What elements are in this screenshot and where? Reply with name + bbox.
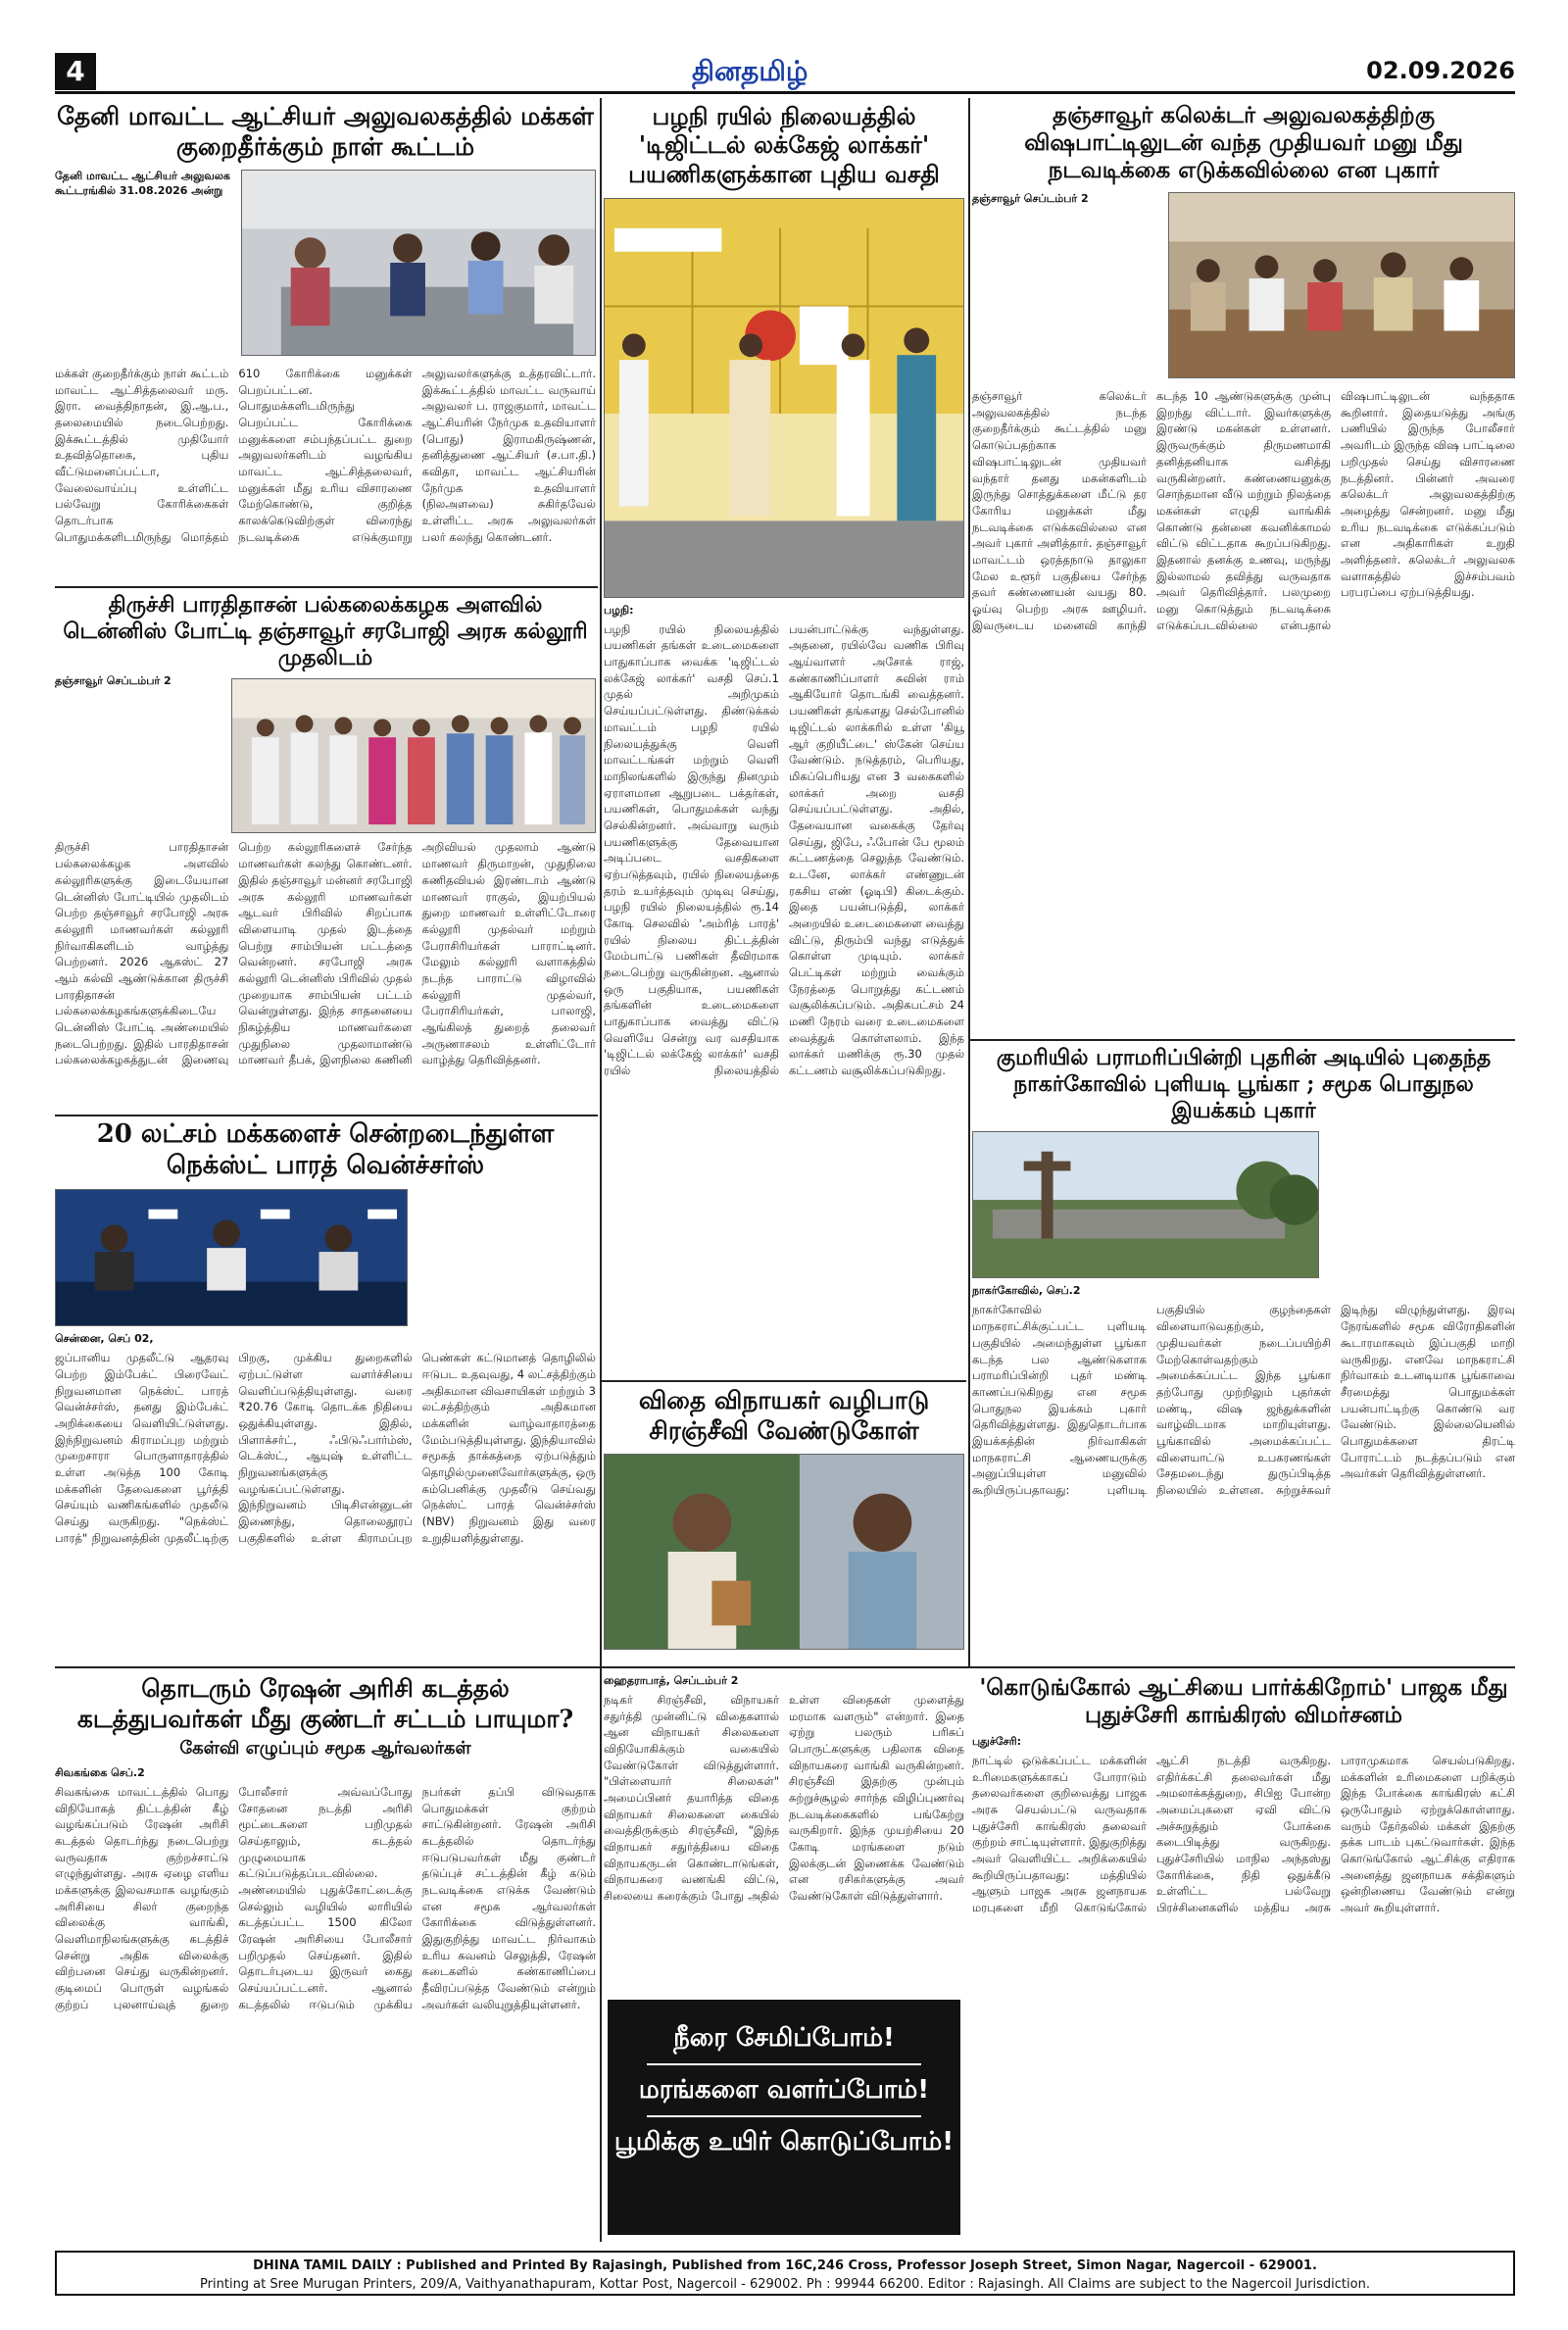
team-photo bbox=[231, 678, 596, 833]
environment-slogan-box bbox=[608, 2000, 960, 2235]
article-body: பழநி ரயில் நிலையத்தில் பயணிகள் தங்கள் உடைமைகளை பாதுகாப்பாக வைக்க 'டிஜிட்டல் லக்கேஜ் லாக்கர்' வசதி செப்.1 முதல் அறிமுகம் செய்யப்பட்டுள்ளது. திண்டுக்கல் மாவட்டம் பழநி ரயில் நிலையத்துக்கு வெளி மாவட்டங்கள் மற்றும் வெளி மாநிலங்களில் இருந்து தினமும் ஏராளமான ஆறுபடை பக்தர்கள், பயணிகள், பொதுமக்கள் வந்து செல்கின்றனர். அவ்வாறு வரும் பயணிகளுக்கு தேவையான அடிப்படை வசதிகளை ஏற்படுத்தவும், ரயில் நிலையத்தை தரம் உயர்த்தவும் முடிவு செய்து, பழநி ரயில் நிலையத்தில் ரூ.14 கோடி செலவில் 'அம்ரித் பாரத்' ரயில் நிலைய திட்டத்தின் மேம்பாட்டு பணிகள் தீவிரமாக நடைபெற்று வருகின்றன. ஆனால் ஒரு பகுதியாக, பயணிகள் தங்களின் உடைமைகளை பாதுகாப்பாக வைத்து விட்டு வெளியே சென்று வர வசதியாக 'டிஜிட்டல் லக்கேஜ் லாக்கர்' வசதி ரயில் நிலையத்தில் பயன்பாட்டுக்கு வந்துள்ளது. அதனை, ரயில்வே வணிக பிரிவு ஆய்வாளர் அசோக் ராஜ், கண்காணிப்பாளர் சுவின் ராம் ஆகியோர் தொடங்கி வைத்தனர். பயணிகள் தங்களது செல்போனில் டிஜிட்டல் லாக்கரில் உள்ள 'கியூ ஆர் குறியீட்டை' ஸ்கேன் செய்ய வேண்டும். நடுத்தரம், பெரியது, மிகப்பெரியது என 3 வகைகளில் லாக்கர் அறை வசதி செய்யப்பட்டுள்ளது. அதில், தேவையான வகைக்கு தேர்வு செய்து, ஜிபே, ஃபோன் பே மூலம் கட்டணத்தை செலுத்த வேண்டும். உடனே, லாக்கர் எண்ணுடன் ரகசிய எண் (ஓடிபி) கிடைக்கும். இதை பயன்படுத்தி, லாக்கர் அறையில் உடைமைகளை வைத்து விட்டு, திரும்பி வந்து எடுத்துக் கொள்ள முடியும். லாக்கர் பெட்டிகள் மற்றும் வைக்கும் நேரத்தை பொறுத்து கட்டணம் வசூலிக்கப்படும். அதிகபட்சம் 24 மணி நேரம் வரை உடைமைகளை வைத்துக் கொள்ளலாம். இந்த லாக்கர் மணிக்கு ரூ.30 முதல் கட்டணம் வசூலிக்கப்படுகிறது. bbox=[604, 621, 964, 1077]
dateline: தஞ்சாவூர் செப்டம்பர் 2 bbox=[972, 192, 1089, 206]
imprint-footer bbox=[55, 2251, 1515, 2296]
article-vinayagar-body bbox=[604, 1674, 964, 1968]
dateline: நாகர்கோவில், செப்.2 bbox=[972, 1284, 1081, 1298]
slogan-separator bbox=[647, 2063, 921, 2065]
headline: விதை விநாயகர் வழிபாடு சிரஞ்சீவி வேண்டுகோள் bbox=[638, 1386, 930, 1445]
column-divider bbox=[600, 98, 602, 1666]
section-divider bbox=[55, 1666, 1515, 1668]
park-photo bbox=[972, 1131, 1319, 1278]
page-header bbox=[55, 49, 1515, 94]
imprint-line: DHINA TAMIL DAILY : Published and Printed By Rajasingh, Published from 16C,246 Cross, Professor Joseph Street, Simon Nagar, Nagercoil - 629001. bbox=[253, 2258, 1317, 2273]
article-luggage-locker bbox=[604, 102, 964, 1376]
dateline: சிவகங்கை செப்.2 bbox=[55, 1766, 145, 1779]
article-thanjavur bbox=[972, 102, 1515, 1033]
headline: குமரியில் பராமரிப்பின்றி புதரின் அடியில் புதைந்த நாகர்கோவில் புளியடி பூங்கா ; சமூக பொதுநல இயக்கம் புகார் bbox=[996, 1045, 1492, 1123]
headline: திருச்சி பாரதிதாசன் பல்கலைக்கழக அளவில் டென்னிஸ் போட்டி தஞ்சாவூர் சரபோஜி அரசு கல்லூரி முதலிடம் bbox=[63, 592, 588, 670]
section-divider bbox=[970, 1039, 1515, 1041]
imprint-line: Printing at Sree Murugan Printers, 209/A, Vaithyanathapuram, Kottar Post, Nagercoil - 629002. Ph : 99944 66200. Editor : Rajasingh. All Claims are subject to the Nagercoil Jurisdiction. bbox=[200, 2277, 1370, 2292]
publication-date: 02.09.2026 bbox=[1366, 57, 1515, 84]
dateline: பழநி: bbox=[604, 603, 634, 617]
slogan-line: பூமிக்கு உயிர் கொடுப்போம்! bbox=[613, 2127, 955, 2156]
dateline: சென்னை, செப் 02, bbox=[55, 1332, 154, 1346]
dateline: தஞ்சாவூர் செப்டம்பர் 2 bbox=[55, 674, 172, 687]
dateline: புதுச்சேரி: bbox=[972, 1735, 1022, 1749]
headline: 20 லட்சம் மக்களைச் சென்றடைந்துள்ள நெக்ஸ்ட் பாரத் வென்ச்சர்ஸ் bbox=[96, 1119, 555, 1180]
headline: பழநி ரயில் நிலையத்தில் 'டிஜிட்டல் லக்கேஜ் லாக்கர்' பயணிகளுக்கான புதிய வசதி bbox=[628, 102, 940, 188]
dateline: தேனி மாவட்ட ஆட்சியர் அலுவலக கூட்டரங்கில் 31.08.2026 அன்று bbox=[55, 170, 230, 197]
press-meet-photo bbox=[55, 1189, 408, 1326]
paper-name: தினதமிழ் bbox=[692, 55, 808, 87]
article-tennis bbox=[55, 592, 596, 1110]
article-park bbox=[972, 1045, 1515, 1662]
slogan-line: நீரை சேமிப்போம்! bbox=[673, 2023, 895, 2053]
article-congress bbox=[972, 1674, 1515, 2245]
article-theni bbox=[55, 102, 596, 582]
headline: 'கொடுங்கோல் ஆட்சியை பார்க்கிறோம்' பாஜக மீது புதுச்சேரி காங்கிரஸ் விமர்சனம் bbox=[979, 1674, 1508, 1729]
locker-photo bbox=[604, 198, 964, 598]
article-body: நாட்டில் ஒடுக்கப்பட்ட மக்களின் உரிமைகளுக்காகப் போராடும் தலைவர்களை குறிவைத்து பாஜக அரசு செயல்பட்டு வருவதாக புதுச்சேரி காங்கிரஸ் தலைவர் குற்றம் சாட்டியுள்ளார். இதுகுறித்து அவர் வெளியிட்ட அறிக்கையில் கூறியிருப்பதாவது: மத்தியில் ஆளும் பாஜக அரசு ஜனநாயக மரபுகளை மீறி கொடுங்கோல் ஆட்சி நடத்தி வருகிறது. எதிர்க்கட்சி தலைவர்கள் மீது அமலாக்கத்துறை, சிபிஐ போன்ற அமைப்புகளை ஏவி விட்டு அச்சுறுத்தும் போக்கை கடைபிடித்து வருகிறது. புதுச்சேரியில் மாநில அந்தஸ்து கோரிக்கை, நிதி ஒதுக்கீடு உள்ளிட்ட பல்வேறு பிரச்சினைகளில் மத்திய அரசு பாராமுகமாக செயல்படுகிறது. மக்களின் உரிமைகளை பறிக்கும் இந்த போக்கை காங்கிரஸ் கட்சி ஒருபோதும் ஏற்றுக்கொள்ளாது. வரும் தேர்தலில் மக்கள் இதற்கு தக்க பாடம் புகட்டுவார்கள். இந்த கொடுங்கோல் ஆட்சிக்கு எதிராக அனைத்து ஜனநாயக சக்திகளும் ஒன்றிணைய வேண்டும் என்று அவர் கூறியுள்ளார். bbox=[972, 1754, 1515, 1915]
article-next-bharat bbox=[55, 1119, 596, 1662]
headline: தேனி மாவட்ட ஆட்சியர் அலுவலகத்தில் மக்கள் குறைதீர்க்கும் நாள் கூட்டம் bbox=[57, 102, 594, 161]
article-body: திருச்சி பாரதிதாசன் பல்கலைக்கழக அளவில் கல்லூரிகளுக்கு இடையேயான டென்னிஸ் போட்டியில் முதலிடம் பெற்ற தஞ்சாவூர் சரபோஜி அரசு கல்லூரி மாணவர்கள் கல்லூரி நிர்வாகிகளிடம் வாழ்த்து பெற்றனர். 2026 ஆகஸ்ட் 27 ஆம் கல்வி ஆண்டுக்கான திருச்சி பாரதிதாசன் பல்கலைக்கழகங்களுக்கிடையே டென்னிஸ் போட்டி அண்மையில் நடைபெற்றது. இதில் பாரதிதாசன் பல்கலைக்கழகத்துடன் இணைவு பெற்ற கல்லூரிகளைச் சேர்ந்த மாணவர்கள் கலந்து கொண்டனர். இதில் தஞ்சாவூர் மன்னர் சரபோஜி அரசு கல்லூரி மாணவர்கள் ஆடவர் பிரிவில் சிறப்பாக விளையாடி முதல் இடத்தை பெற்று சாம்பியன் பட்டத்தை வென்றனர். சரபோஜி அரசு கல்லூரி டென்னிஸ் பிரிவில் முதல் முறையாக சாம்பியன் பட்டம் வென்றுள்ளது. இந்த சாதனையை நிகழ்த்திய மாணவர்களை முதுநிலை முதலாமாண்டு மாணவர் தீபக், இளநிலை கணினி அறிவியல் முதலாம் ஆண்டு மாணவர் திருமாறன், முதுநிலை கணிதவியல் இரண்டாம் ஆண்டு மாணவர் ராகுல், இயற்பியல் துறை மாணவர் உள்ளிட்டோரை கல்லூரி முதல்வர் மற்றும் பேராசிரியர்கள் பாராட்டினர். மேலும் கல்லூரி வளாகத்தில் நடந்த பாராட்டு விழாவில் கல்லூரி முதல்வர், பேராசிரியர்கள், பாலாஜி, ஆங்கிலத் துறைத் தலைவர் அருணாசலம் உள்ளிட்டோர் வாழ்த்து தெரிவித்தனர். bbox=[55, 840, 596, 1067]
chiranjeevi-photo bbox=[604, 1454, 964, 1650]
dateline: ஹைதராபாத், செப்டம்பர் 2 bbox=[604, 1674, 739, 1687]
subheadline: கேள்வி எழுப்பும் சமூக ஆர்வலர்கள் bbox=[179, 1738, 471, 1759]
article-body-intro bbox=[417, 1189, 596, 1326]
slogan-line: மரங்களை வளர்ப்போம்! bbox=[638, 2075, 930, 2105]
article-body-wrap bbox=[55, 170, 231, 199]
collectorate-photo bbox=[1168, 192, 1515, 378]
page-number: 4 bbox=[55, 53, 96, 90]
article-body: மக்கள் குறைதீர்க்கும் நாள் கூட்டம் மாவட்ட ஆட்சித்தலைவர் மரு. இரா. வைத்திநாதன், இ.ஆ.ப., தலைமையில் நடைபெற்றது. இக்கூட்டத்தில் முதியோர் உதவித்தொகை, புதிய வீட்டுமனைப்பட்டா, வேலைவாய்ப்பு உள்ளிட்ட பல்வேறு கோரிக்கைகள் தொடர்பாக பொதுமக்களிடமிருந்து மொத்தம் 610 கோரிக்கை மனுக்கள் பெறப்பட்டன. பொதுமக்களிடமிருந்து பெறப்பட்ட கோரிக்கை மனுக்களை சம்பந்தப்பட்ட துறை அலுவலர்களிடம் வழங்கிய மாவட்ட ஆட்சித்தலைவர், மனுக்கள் மீது உரிய விசாரணை மேற்கொண்டு, குறித்த காலக்கெடுவிற்குள் விரைந்து நடவடிக்கை எடுக்குமாறு அலுவலர்களுக்கு உத்தரவிட்டார். இக்கூட்டத்தில் மாவட்ட வருவாய் அலுவலர் ப. ராஜகுமார், மாவட்ட ஆட்சியரின் நேர்முக உதவியாளர் (பொது) இராமகிருஷ்ணன், தனித்துணை ஆட்சியர் (ச.பா.தி.) கவிதா, மாவட்ட ஆட்சியரின் நேர்முக உதவியாளர் (நிலஅளவை) சுகிர்தவேல் உள்ளிட்ட அரசு அலுவலர்கள் பலர் கலந்து கொண்டனர். bbox=[55, 367, 596, 544]
meeting-photo bbox=[241, 170, 596, 356]
article-body: தஞ்சாவூர் கலெக்டர் அலுவலகத்தில் நடந்த குறைதீர்க்கும் கூட்டத்தில் மனு கொடுப்பதற்காக விஷபாட்டிலுடன் முதியவர் வந்தார் தனது மகன்களிடம் இருந்து சொத்துக்களை மீட்டு தர கோரிய மனுக்கள் மீது நடவடிக்கை எடுக்கவில்லை என அவர் புகார் அளித்தார். தஞ்சாவூர் மாவட்டம் ஒரத்தநாடு தாலுகா மேல உளூர் பகுதியை சேர்ந்த தவர் கண்ணையன் வயது 80. ஓய்வு பெற்ற அரசு ஊழியர். இவருடைய மனைவி காந்தி கடந்த 10 ஆண்டுகளுக்கு முன்பு இறந்து விட்டார். இவர்களுக்கு இரண்டு மகன்கள் உள்ளனர். இருவருக்கும் திருமணமாகி தனித்தனியாக வசித்து வருகின்றனர். கண்ணையனுக்கு சொந்தமான வீடு மற்றும் நிலத்தை மகன்கள் எழுதி வாங்கிக் கொண்டு தன்னை கவனிக்காமல் விட்டு விட்டதாக கூறப்படுகிறது. இதனால் தனக்கு உணவு, மருந்து இல்லாமல் தவித்து வருவதாக அவர் தெரிவித்தார். பலமுறை மனு கொடுத்தும் நடவடிக்கை எடுக்கப்படவில்லை என்பதால் விஷபாட்டிலுடன் வந்ததாக கூறினார். இதையடுத்து அங்கு பணியில் இருந்த போலீசார் அவரிடம் இருந்த விஷ பாட்டிலை பறிமுதல் செய்து விசாரணை நடத்தினர். பின்னர் அவரை கலெக்டர் அலுவலகத்திற்கு அழைத்து சென்றனர். மனு மீது உரிய நடவடிக்கை எடுக்கப்படும் என அதிகாரிகள் உறுதி அளித்தனர். கலெக்டர் அலுவலக வளாகத்தில் இச்சம்பவம் பரபரப்பை ஏற்படுத்தியது. bbox=[972, 389, 1515, 632]
headline: தஞ்சாவூர் கலெக்டர் அலுவலகத்திற்கு விஷபாட்டிலுடன் வந்த முதியவர் மனு மீது நடவடிக்கை எடுக்கவில்லை என புகார் bbox=[1024, 102, 1463, 184]
section-divider bbox=[602, 1380, 966, 1382]
article-vinayagar bbox=[604, 1386, 964, 1661]
column-divider bbox=[968, 98, 970, 1666]
article-body: ஜப்பானிய முதலீட்டு ஆதரவு பெற்ற இம்பேக்ட் பிரைவேட் நிறுவனமான நெக்ஸ்ட் பாரத் வென்ச்சர்ஸ், தனது இம்பேக்ட் அறிக்கையை வெளியிட்டுள்ளது. இந்நிறுவனம் கிராமப்புற மற்றும் முறைசாரா பொருளாதாரத்தில் உள்ள அடுத்த 100 கோடி மக்களின் தேவைகளை பூர்த்தி செய்யும் வணிகங்களில் முதலீடு செய்து வருகிறது. "நெக்ஸ்ட் பாரத்" நிறுவனத்தின் முதலீட்டிற்கு பிறகு, முக்கிய துறைகளில் ஏற்பட்டுள்ள வளர்ச்சியை வெளிப்படுத்தியுள்ளது. வரை ₹20.76 கோடி தொடக்க நிதியை ஒதுக்கியுள்ளது. இதில், பிளாக்சர்ட், ஃபிடுஃபார்ம்ஸ், டெக்ஸ்ட், ஆயுஷ் உள்ளிட்ட நிறுவனங்களுக்கு வழங்கப்பட்டுள்ளது. இந்நிறுவனம் பிடிசிஎன்னுடன் இணைந்து, தொலைதூரப் பகுதிகளில் உள்ள கிராமப்புற பெண்கள் கட்டுமானத் தொழிலில் ஈடுபட உதவுவது, 4 லட்சத்திற்கும் அதிகமான விவசாயிகள் மற்றும் 3 லட்சத்திற்கும் அதிகமான மக்களின் வாழ்வாதாரத்தை மேம்படுத்தியுள்ளது. இந்தியாவில் சமூகத் தாக்கத்தை ஏற்படுத்தும் தொழில்முனைவோர்களுக்கு, ஒரு கம்பெனிக்கு முதலீடு செய்வது நெக்ஸ்ட் பாரத் வென்ச்சர்ஸ் (NBV) நிறுவனம் இது வரை உறுதியளித்துள்ளது. bbox=[55, 1351, 596, 1545]
article-body: சிவகங்கை மாவட்டத்தில் பொது விநியோகத் திட்டத்தின் கீழ் வழங்கப்படும் ரேஷன் அரிசி கடத்தல் தொடர்ந்து நடைபெற்று வருவதாக குற்றச்சாட்டு எழுந்துள்ளது. அரசு ஏழை எளிய மக்களுக்கு இலவசமாக வழங்கும் அரிசியை சிலர் குறைந்த விலைக்கு வாங்கி, வெளிமாநிலங்களுக்கு கடத்திச் சென்று அதிக விலைக்கு விற்பனை செய்து வருகின்றனர். குடிமைப் பொருள் வழங்கல் குற்றப் புலனாய்வுத் துறை போலீசார் அவ்வப்போது சோதனை நடத்தி அரிசி மூட்டைகளை பறிமுதல் செய்தாலும், கடத்தல் முழுமையாக கட்டுப்படுத்தப்படவில்லை. அண்மையில் புதுக்கோட்டைக்கு செல்லும் வழியில் லாரியில் கடத்தப்பட்ட 1500 கிலோ ரேஷன் அரிசியை போலீசார் பறிமுதல் செய்தனர். இதில் தொடர்புடைய இருவர் கைது செய்யப்பட்டனர். ஆனால் கடத்தலில் ஈடுபடும் முக்கிய நபர்கள் தப்பி விடுவதாக பொதுமக்கள் குற்றம் சாட்டுகின்றனர். ரேஷன் அரிசி கடத்தலில் தொடர்ந்து ஈடுபடுபவர்கள் மீது குண்டர் தடுப்புச் சட்டத்தின் கீழ் கடும் நடவடிக்கை எடுக்க வேண்டும் என சமூக ஆர்வலர்கள் கோரிக்கை விடுத்துள்ளனர். இதுகுறித்து மாவட்ட நிர்வாகம் உரிய கவனம் செலுத்தி, ரேஷன் கடைகளில் கண்காணிப்பை தீவிரப்படுத்த வேண்டும் என்றும் அவர்கள் வலியுறுத்தியுள்ளனர். bbox=[55, 1785, 596, 2011]
section-divider bbox=[55, 586, 598, 588]
slogan-separator bbox=[647, 2115, 921, 2117]
column-divider bbox=[600, 1668, 602, 2242]
article-body: நடிகர் சிரஞ்சீவி, விநாயகர் சதுர்த்தி முன்னிட்டு விதைகளால் ஆன விநாயகர் சிலைகளை விநியோகிக்கும் வகையில் வேண்டுகோள் விடுத்துள்ளார். "பிள்ளையார் சிலைகள்" அமைப்பினர் தயாரித்த விதை விநாயகர் சிலைகளை கையில் வைத்திருக்கும் சிரஞ்சீவி, "இந்த விநாயகர் சதுர்த்தியை விதை விநாயகருடன் கொண்டாடுங்கள், விநாயகரை வணங்கி விட்டு, சிலையை கரைக்கும் போது அதில் உள்ள விதைகள் முளைத்து மரமாக வளரும்" என்றார். இதை ஏற்று பலரும் பரிசுப் பொருட்களுக்கு பதிலாக விதை விநாயகரை வாங்கி வருகின்றனர். சிரஞ்சீவி இதற்கு முன்பும் சுற்றுச்சூழல் சார்ந்த விழிப்புணர்வு நடவடிக்கைகளில் பங்கேற்று வருகிறார். இந்த முயற்சியை 20 கோடி மரங்களை நடும் இலக்குடன் இணைக்க வேண்டும் என ரசிகர்களுக்கு அவர் வேண்டுகோள் விடுத்துள்ளார். bbox=[604, 1693, 964, 1904]
section-divider bbox=[55, 1115, 598, 1116]
headline: தொடரும் ரேஷன் அரிசி கடத்தல் கடத்துபவர்கள் மீது குண்டர் சட்டம் பாயுமா? bbox=[76, 1674, 574, 1733]
article-ration bbox=[55, 1674, 596, 2245]
article-body: நாகர்கோவில் மாநகராட்சிக்குட்பட்ட புளியடி பகுதியில் அமைந்துள்ள பூங்கா கடந்த பல ஆண்டுகளாக பராமரிப்பின்றி புதர் மண்டி காணப்படுகிறது என சமூக பொதுநல இயக்கம் புகார் தெரிவித்துள்ளது. இதுதொடர்பாக இயக்கத்தின் நிர்வாகிகள் மாநகராட்சி ஆணையருக்கு அனுப்பியுள்ள மனுவில் கூறியிருப்பதாவது: புளியடி பகுதியில் குழந்தைகள் விளையாடுவதற்கும், முதியவர்கள் நடைப்பயிற்சி மேற்கொள்வதற்கும் அமைக்கப்பட்ட இந்த பூங்கா தற்போது முற்றிலும் புதர்கள் மண்டி, விஷ ஜந்துக்களின் வாழ்விடமாக மாறியுள்ளது. பூங்காவில் அமைக்கப்பட்ட விளையாட்டு உபகரணங்கள் சேதமடைந்து துருப்பிடித்த நிலையில் உள்ளன. சுற்றுச்சுவர் இடிந்து விழுந்துள்ளது. இரவு நேரங்களில் சமூக விரோதிகளின் கூடாரமாகவும் இப்பகுதி மாறி வருகிறது. எனவே மாநகராட்சி நிர்வாகம் உடனடியாக பூங்காவை சீரமைத்து பொதுமக்கள் பயன்பாட்டிற்கு கொண்டு வர வேண்டும். இல்லையெனில் பொதுமக்களை திரட்டி போராட்டம் நடத்தப்படும் என அவர்கள் தெரிவித்துள்ளனர். bbox=[972, 1303, 1515, 1497]
